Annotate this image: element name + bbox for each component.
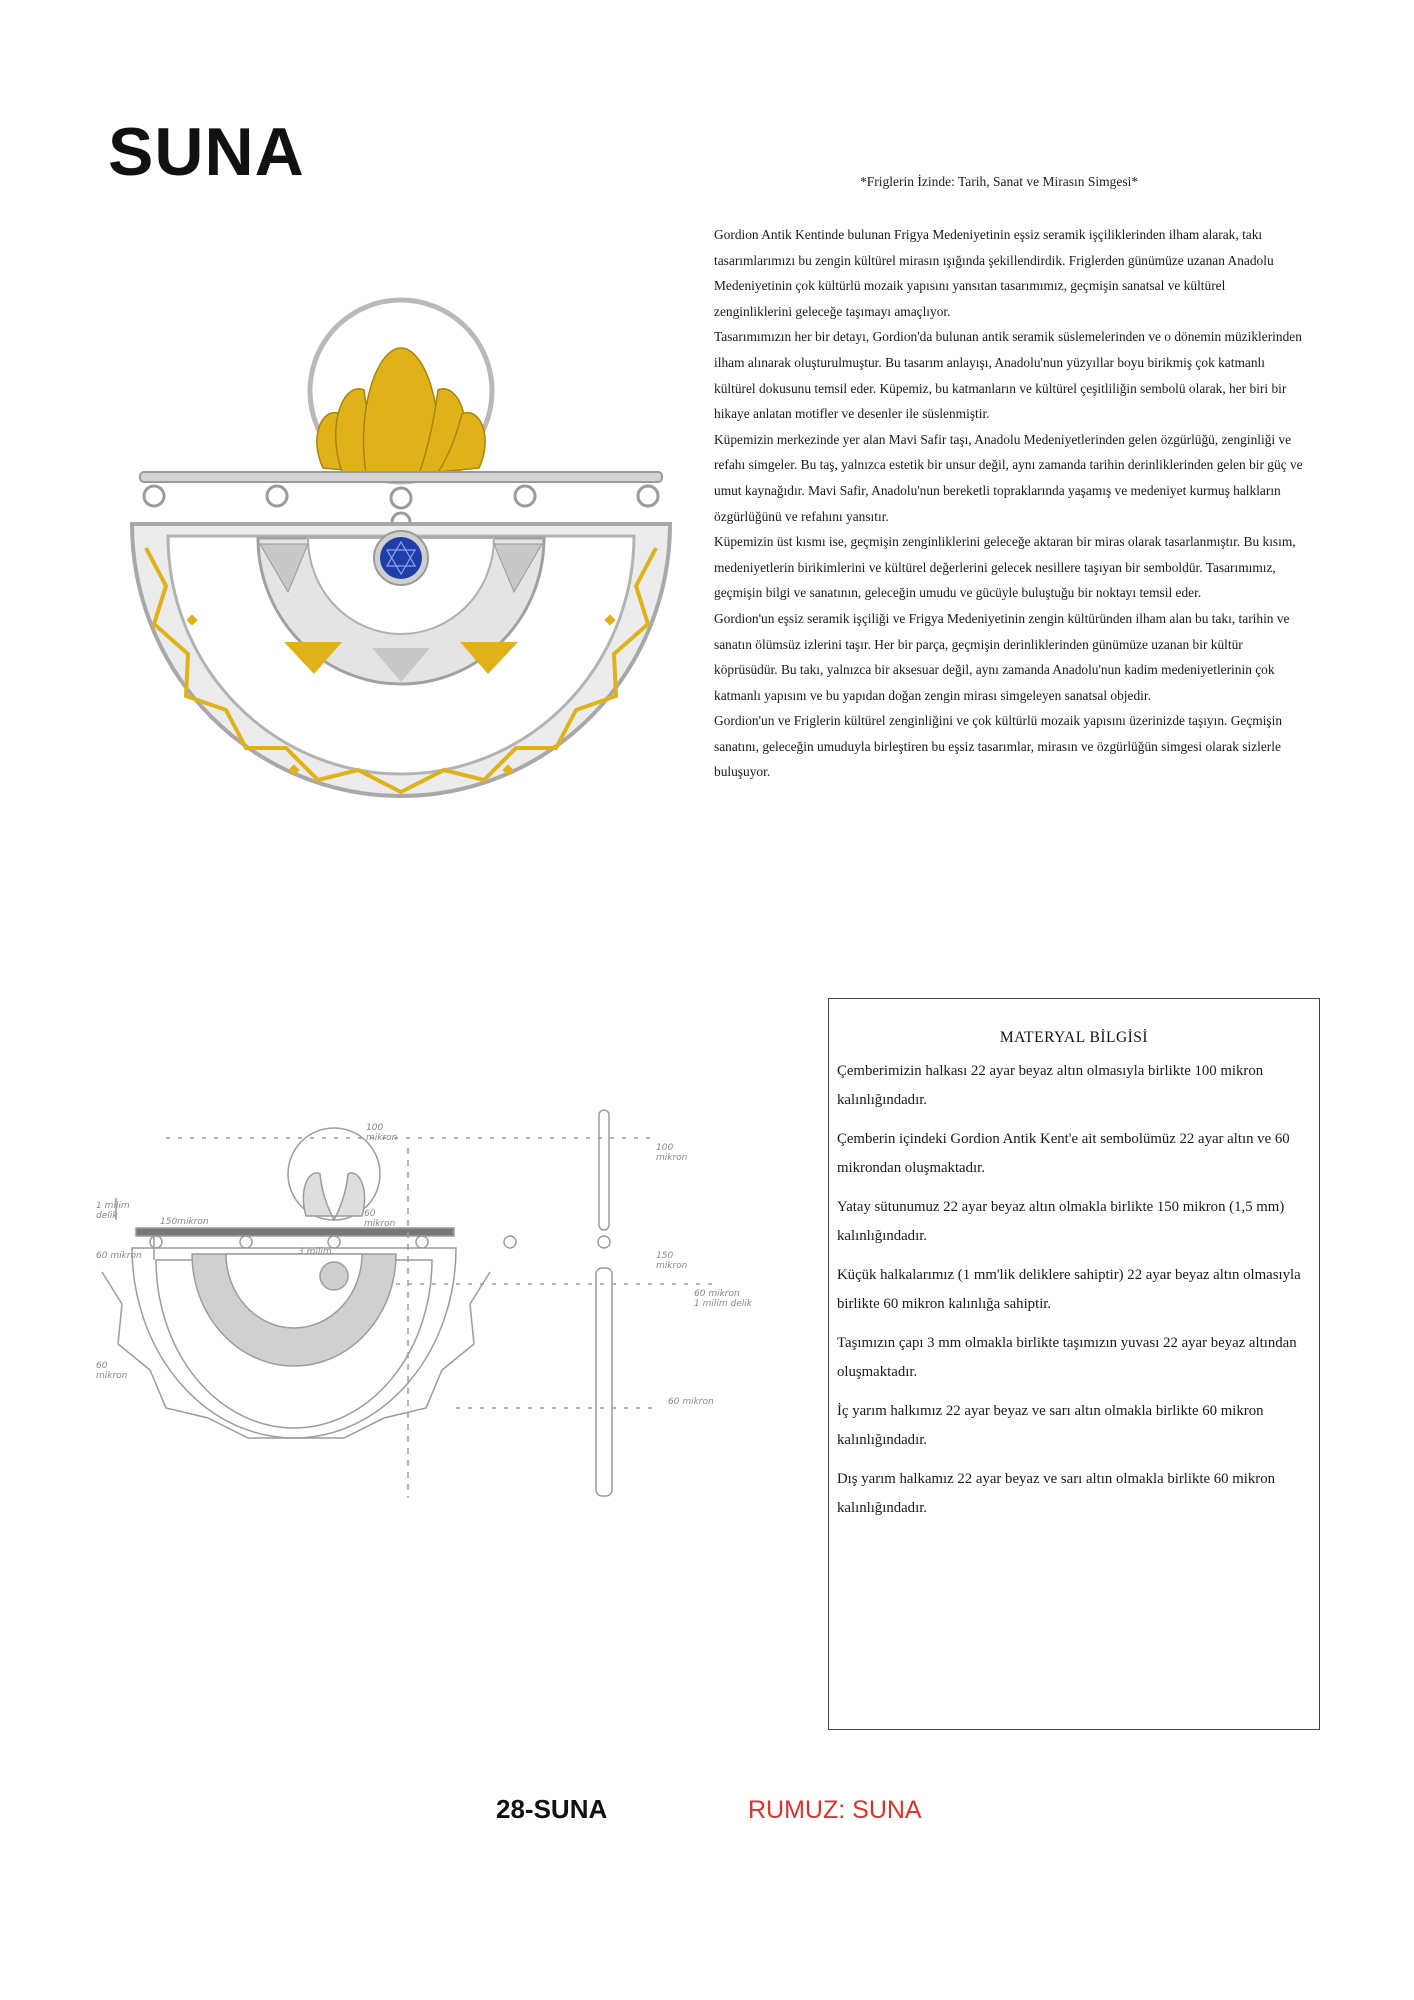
page-title: SUNA — [108, 114, 305, 190]
svg-text:60 mikron: 60 mikron — [694, 1289, 740, 1299]
technical-drawing — [96, 1108, 776, 1508]
materials-box — [828, 998, 1320, 1730]
earring-illustration — [128, 286, 674, 826]
description-paragraph: Gordion'un eşsiz seramik işçiliği ve Frigya Medeniyetinin zengin kültüründen ilham alan bu takı, tarihin ve sanatın ölümsüz izlerini taşır. Her bir parça, geçmişin derinliklerinden günümüze uzanan bir kültür köprüsüdür. Bu takı, yalnızca bir aksesuar değil, aynı zamanda Anadolu'nun kadim medeniyetlerinin çok katmanlı yapısını ve bu yapıdan doğan zengin mirası simgeleyen sanatsal objedir. — [714, 610, 1290, 703]
svg-text:60 mikron: 60 mikron — [668, 1397, 714, 1407]
gordion-palmette — [317, 348, 485, 474]
horizontal-bar — [140, 472, 662, 482]
material-item: İç yarım halkımız 22 ayar beyaz ve sarı altın olmakla birlikte 60 mikron kalınlığındadır. — [837, 1403, 1264, 1448]
description-paragraph: Küpemizin üst kısmı ise, geçmişin zenginliklerini geleceğe aktaran bir miras olarak tasarlanmıştır. Bu kısım, medeniyetlerin birikimlerini ve kültürel değerlerini gelecek nesillere taşıyan bir semboldür. Tasarımımız, geçmişin bilgi ve sanatının, geleceğin umudu ve gücüyle buluştuğu bir noktayı temsil eder. — [714, 534, 1296, 601]
svg-text:mikron: mikron — [96, 1371, 128, 1381]
svg-text:mikron: mikron — [656, 1261, 688, 1271]
sapphire-stone — [380, 537, 422, 579]
description-paragraph: Küpemizin merkezinde yer alan Mavi Safir taşı, Anadolu Medeniyetlerinden gelen özgürlüğü, zenginliği ve refahı simgeler. Bu taş, yalnızca estetik bir unsur değil, aynı zamanda tarihin derinliklerinden gelen bir güç ve umut kaynağıdır. Mavi Safir, Anadolu'nun bereketli topraklarında yaşamış ve medeniyet kurmuş halkların özgürlüğünü ve refahını yansıtır. — [714, 431, 1303, 524]
svg-text:1 milim delik: 1 milim delik — [694, 1299, 752, 1309]
rumuz-label: RUMUZ: SUNA — [748, 1796, 922, 1824]
svg-text:mikron: mikron — [656, 1153, 688, 1163]
svg-text:delik: delik — [96, 1211, 118, 1221]
svg-text:mikron: mikron — [366, 1133, 398, 1143]
description-paragraph: Gordion'un ve Friglerin kültürel zenginliğini ve çok kültürlü mozaik yapısını üzerinizde taşıyın. Geçmişin sanatını, geleceğin umuduyla birleştiren bu eşsiz tasarımlar, mirasın ve özgürlüğün simgesi olarak sizlerle buluşuyor. — [714, 713, 1283, 780]
material-item: Çemberin içindeki Gordion Antik Kent'e ait sembolümüz 22 ayar altın ve 60 mikrondan oluşmaktadır. — [837, 1131, 1290, 1176]
entry-id: 28-SUNA — [496, 1794, 608, 1824]
svg-text:150mikron: 150mikron — [160, 1217, 209, 1227]
svg-text:1 milim: 1 milim — [96, 1201, 130, 1211]
material-item: Yatay sütunumuz 22 ayar beyaz altın olmakla birlikte 150 mikron (1,5 mm) kalınlığındadır. — [837, 1199, 1285, 1244]
material-item: Çemberimizin halkası 22 ayar beyaz altın olmasıyla birlikte 100 mikron kalınlığındadır. — [837, 1063, 1264, 1108]
svg-text:100: 100 — [656, 1143, 674, 1153]
material-item: Dış yarım halkamız 22 ayar beyaz ve sarı altın olmakla birlikte 60 mikron kalınlığındadır. — [837, 1471, 1276, 1516]
description-text — [714, 222, 1306, 785]
svg-text:150: 150 — [656, 1251, 674, 1261]
svg-text:60 mikron: 60 mikron — [96, 1251, 142, 1261]
material-item: Küçük halkalarımız (1 mm'lik deliklere sahiptir) 22 ayar beyaz altın olmasıyla birlikte 60 mikron kalınlığa sahiptir. — [837, 1267, 1301, 1312]
svg-text:60: 60 — [364, 1209, 376, 1219]
svg-text:3 milim: 3 milim — [298, 1247, 332, 1257]
subtitle: *Friglerin İzinde: Tarih, Sanat ve Mirasın Simgesi* — [860, 174, 1139, 189]
svg-text:100: 100 — [366, 1123, 384, 1133]
svg-text:mikron: mikron — [364, 1219, 396, 1229]
description-paragraph: Tasarımımızın her bir detayı, Gordion'da bulunan antik seramik süslemelerinden ve o dönemin müziklerinden ilham alınarak oluşturulmuştur. Bu tasarım anlayışı, Anadolu'nun yüzyıllar boyu birikmiş çok katmanlı kültürel dokusunu temsil eder. Küpemiz, bu katmanların ve kültürel çeşitliliğin sembolü olarak, her biri bir hikaye anlatan motifler ve desenler ile süslenmiştir. — [714, 329, 1302, 422]
materials-title: MATERYAL BİLGİSİ — [999, 1029, 1149, 1046]
svg-text:60: 60 — [96, 1361, 108, 1371]
description-paragraph: Gordion Antik Kentinde bulunan Frigya Medeniyetinin eşsiz seramik işçiliklerinden ilham alarak, takı tasarımlarımızı bu zengin kültürel mirasın ışığında şekillendirdik. Friglerden günümüze uzanan Anadolu Medeniyetinin çok kültürlü mozaik yapısını yansıtan tasarımımız, geçmişin sanatsal ve kültürel zenginliklerini geleceğe taşımayı amaçlıyor. — [714, 227, 1274, 319]
material-item: Taşımızın çapı 3 mm olmakla birlikte taşımızın yuvası 22 ayar beyaz altından oluşmaktadır. — [837, 1335, 1297, 1380]
